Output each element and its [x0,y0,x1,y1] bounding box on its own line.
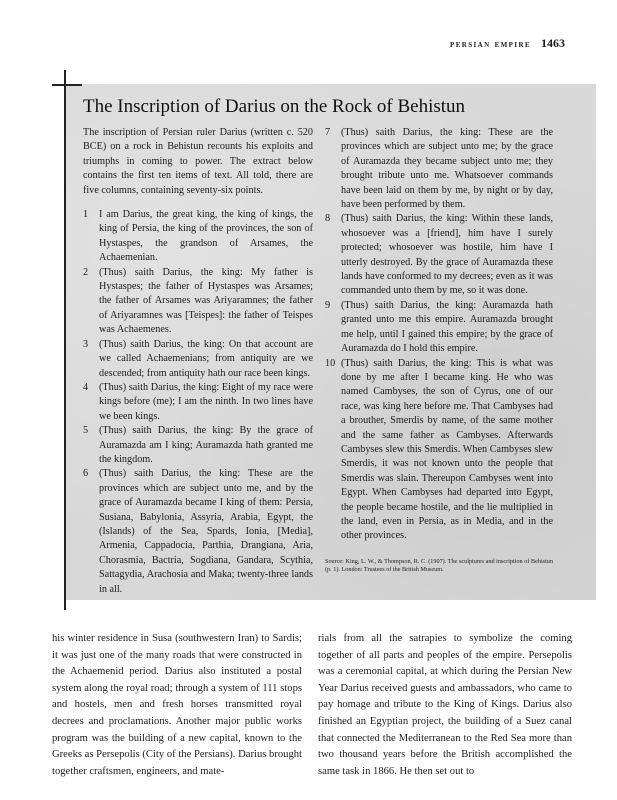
sidebar-column-right [325,126,553,575]
inscription-point [83,338,313,381]
point-text: (Thus) saith Darius, the king: On that account are we called Achaemenians; from antiquity are we descended; from antiquity hath our race been kings. [99,338,313,379]
point-text: (Thus) saith Darius, the king: Auramazda hath granted unto me this empire. Auramazda brought me help, until I gained this empire; by the grace of Auramazda do I hold this empire. [341,299,553,355]
inscription-point [83,424,313,467]
point-text: (Thus) saith Darius, the king: This is what was done by me after I became king. He who was named Cambyses, the son of Cyrus, one of our race, was king here before me. That Cambyses had a brouther, Smerdis by name, of the same mother and the same father as Cambyses. Afterwards Cambyses slew this Smerdis. When Cambyses slew Smerdis, it was not known unto the people that Smerdis was slain. Thereupon Cambyses went into Egypt. When Cambyses had departed into Egypt, the people became hostile, and the lie multiplied in the land, even in Persia, as in Media, and in the other provinces. [341,357,553,542]
point-number: 9 [325,299,331,311]
inscription-point [325,299,553,357]
point-text: (Thus) saith Darius, the king: These are the provinces which are subject unto me; by the grace of Auramazda they became subject unto me; they brought tribute unto me. Whatsoever commands have been laid on them by me, by night or by day, have been performed by them. [341,127,553,211]
point-text: (Thus) saith Darius, the king: By the grace of Auramazda am I king; Auramazda hath granted me the kingdom. [99,425,313,465]
body-column-right: rials from all the satrapies to symbolize the coming together of all parts and peoples of the empire. Persepolis was a ceremonial capital, at which during the Persian New Year Darius received guests and ambassadors, who came to pay homage and tribute to the King of Kings. Darius also finished an Egyptian project, the building of a Suez canal that connected the Mediterranean to the Red Sea more than two thousand years before the British accomplished the same task in 1866. He then set out to [318,633,572,777]
running-title: persian empire [450,39,531,50]
point-text: I am Darius, the great king, the king of kings, the king of Persia, the king of the provinces, the son of Hystaspes, the grandson of Arsames, the Achaemenian. [99,209,313,264]
sidebar-intro: The inscription of Persian ruler Darius (written c. 520 BCE) on a rock in Behistun recounts his exploits and triumphs in coming to power. The extract below contains the first ten items of text. All told, there are five columns, containing seventy-six points. [83,127,313,196]
point-number: 6 [83,468,89,480]
crop-mark-horizontal [52,84,82,86]
inscription-point [325,126,553,212]
point-number: 8 [325,213,331,225]
sidebar-title: The Inscription of Darius on the Rock of Behistun [83,96,466,117]
point-number: 7 [325,127,331,138]
page-number: 1463 [541,36,565,50]
body-column-left: his winter residence in Susa (southwestern Iran) to Sardis; it was just one of the many roads that were constructed in the Achaemenid period. Darius also instituted a postal system along the royal road; through a system of 111 stops and hostels, men and fresh horses transmitted royal decrees and proclamations. Another major public works program was the building of a new capital, known to the Greeks as Persepolis (City of the Persians). Darius brought together craftsmen, engineers, and mate- [52,633,302,777]
running-head [450,36,565,51]
point-number: 1 [83,209,89,221]
crop-mark-vertical [64,70,66,610]
point-number: 4 [83,381,89,393]
inscription-point [83,467,313,597]
point-number: 5 [83,425,89,437]
point-text: (Thus) saith Darius, the king: Eight of my race were kings before (me); I am the ninth. In two lines have we been kings. [99,381,313,422]
inscription-point [83,266,313,338]
point-text: (Thus) saith Darius, the king: These are the provinces which are subject unto me, and by the grace of Auramazda became I king of them: Persia, Susiana, Babylonia, Assyria, Arabia, Egypt, the (Islands) of the Sea, Spards, Ionia, [Media], Armenia, Cappadocia, Parthia, Drangiana, Aria, Chorasmia, Bactria, Sogdiana, Gandara, Scythia, Sattagydia, Arachosia and Maka; twenty-three lands in all. [99,468,313,595]
point-number: 3 [83,338,89,350]
point-text: (Thus) saith Darius, the king: Within these lands, whosoever was a [friend], him have I surely protected; whosoever was hostile, him have I utterly destroyed. By the grace of Auramazda these lands have conformed to my decrees; even as it was commanded unto them by me, so it was done. [341,213,553,297]
point-text: (Thus) saith Darius, the king: My father is Hystaspes; the father of Hystaspes was Arsames; the father of Arsames was Ariyaramnes; the father of Ariyaramnes was [Teispes]: the father of Teispes was Achaemenes. [99,266,313,336]
sidebar-column-left [83,126,313,597]
source-citation: Source: King, L. W., & Thompson, R. C. (1907). The sculptures and inscription of Behistun (p. 1). London: Trustees of the British Museum. [325,557,553,574]
point-number: 10 [325,357,336,369]
inscription-point [325,357,553,544]
inscription-point [83,208,313,266]
point-number: 2 [83,266,89,278]
inscription-point [325,212,553,298]
inscription-point [83,381,313,424]
